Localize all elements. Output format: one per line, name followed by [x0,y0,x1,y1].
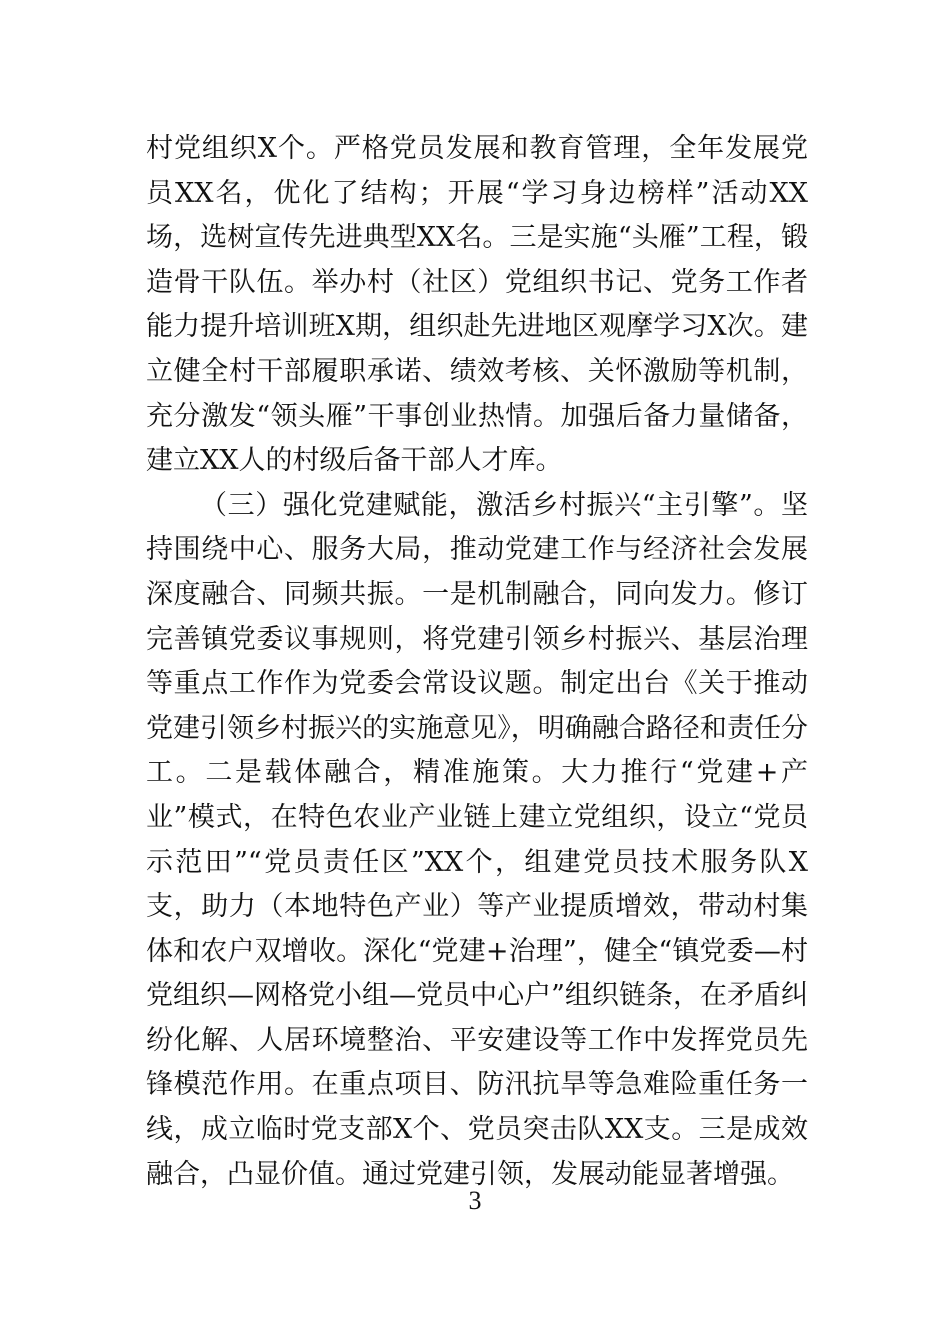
body-text [146,127,808,1197]
page-number: 3 [468,1186,482,1215]
paragraph-continued: 村党组织X个。严格党员发展和教育管理，全年发展党员XX名，优化了结构；开展“学习身边榜样”活动XX场，选树宣传先进典型XX名。三是实施“头雁”工程，锻造骨干队伍。举办村（社区）党组织书记、党务工作者能力提升培训班X期，组织赴先进地区观摩学习X次。建立健全村干部履职承诺、绩效考核、关怀激励等机制，充分激发“领头雁”干事创业热情。加强后备力量储备，建立XX人的村级后备干部人才库。 [146,133,808,477]
paragraph-section-three: （三）强化党建赋能，激活乡村振兴“主引擎”。坚持围绕中心、服务大局，推动党建工作与经济社会发展深度融合、同频共振。一是机制融合，同向发力。修订完善镇党委议事规则，将党建引领乡村振兴、基层治理等重点工作作为党委会常设议题。制定出台《关于推动党建引领乡村振兴的实施意见》，明确融合路径和责任分工。二是载体融合，精准施策。大力推行“党建+产业”模式，在特色农业产业链上建立党组织，设立“党员示范田”“党员责任区”XX个，组建党员技术服务队X支，助力（本地特色产业）等产业提质增效，带动村集体和农户双增收。深化“党建+治理”，健全“镇党委—村党组织—网格党小组—党员中心户”组织链条，在矛盾纠纷化解、人居环境整治、平安建设等工作中发挥党员先锋模范作用。在重点项目、防汛抗旱等急难险重任务一线，成立临时党支部X个、党员突击队XX支。三是成效融合，凸显价值。通过党建引领，发展动能显著增强。 [146,489,808,1190]
